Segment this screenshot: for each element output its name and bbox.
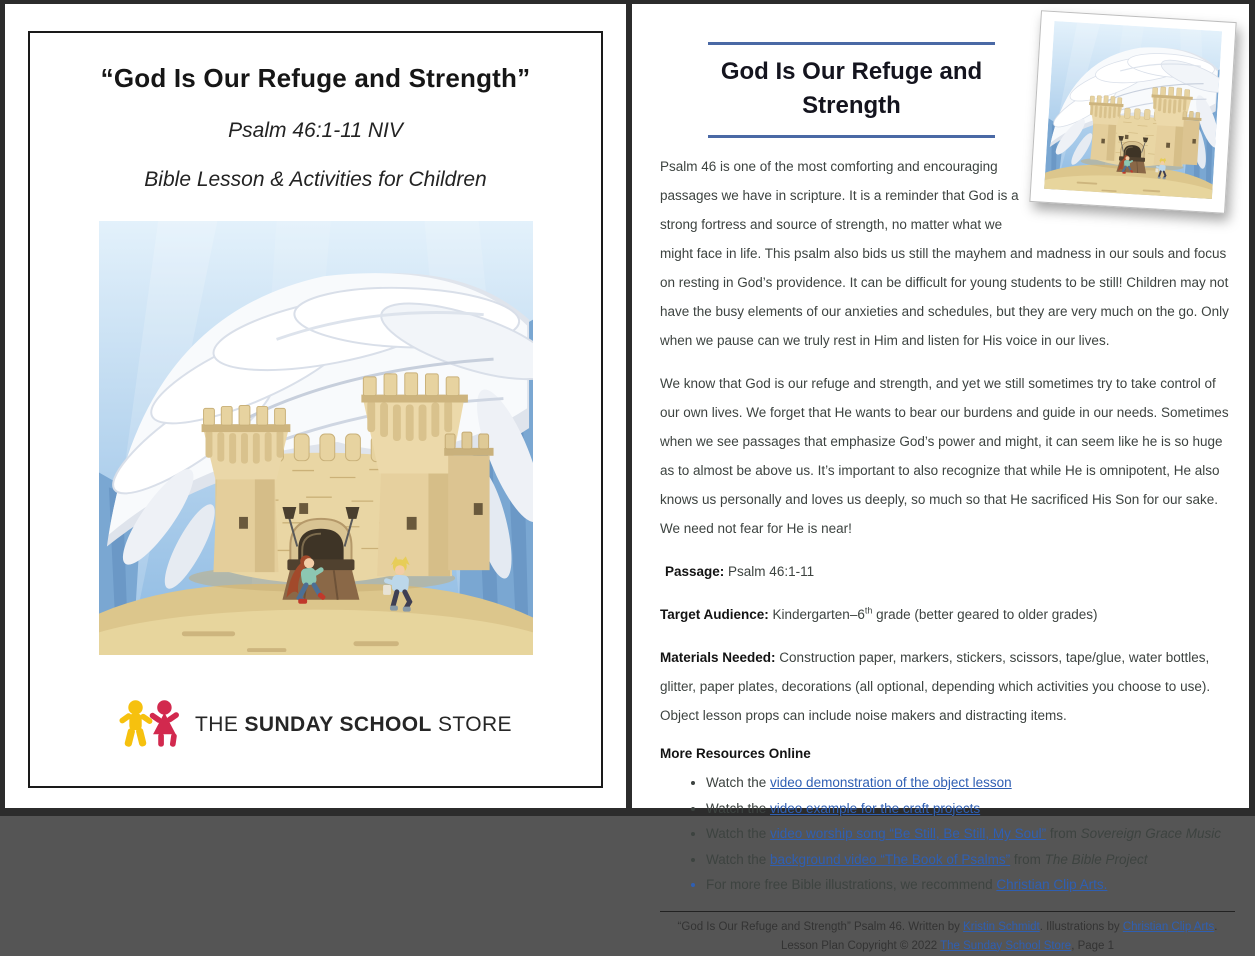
- bullet-text: For more free Bible illustrations, we recommend: [706, 877, 997, 892]
- winged-castle-illustration: [99, 219, 533, 657]
- footer-text: .: [1214, 920, 1218, 933]
- bullet-text: Watch the: [706, 800, 771, 816]
- lesson-page-body: [660, 4, 1235, 956]
- target-audience-line: [660, 600, 1235, 629]
- cover-subtitle-passage: Psalm 46:1-11 NIV: [228, 119, 403, 142]
- bullet-text: from: [1010, 851, 1045, 867]
- materials-line: [660, 643, 1235, 730]
- passage-line: [660, 557, 1235, 586]
- list-item: [706, 822, 1235, 846]
- resources-heading: More Resources Online: [660, 746, 811, 761]
- cover-page-border: [28, 31, 603, 788]
- target-audience-ordinal: th: [864, 605, 873, 616]
- footer-line-1: [660, 918, 1235, 937]
- target-audience-label: Target Audience:: [660, 607, 769, 622]
- publisher-logo: [30, 697, 601, 753]
- lesson-page: [632, 4, 1249, 952]
- lesson-title: God Is Our Refuge and Strength: [720, 58, 983, 119]
- footer-text: “God Is Our Refuge and Strength” Psalm 46. Written by: [677, 920, 964, 933]
- publisher-logo-text: [195, 713, 512, 737]
- passage-value: Psalm 46:1-11: [724, 564, 815, 579]
- logo-word-the: THE: [195, 713, 239, 736]
- bullet-text: from: [1046, 826, 1081, 841]
- author-link[interactable]: Kristin Schmidt: [963, 920, 1040, 933]
- worship-song-link[interactable]: video worship song “Be Still, Be Still, My Soul”: [770, 826, 1047, 841]
- winged-castle-thumbnail: [1029, 10, 1236, 214]
- bullet-italic: The Bible Project: [1044, 851, 1148, 867]
- target-audience-post: grade (better geared to older grades): [872, 607, 1098, 622]
- bullet-text: Watch the: [706, 775, 771, 790]
- lesson-paragraph-2: We know that God is our refuge and strength, and yet we still sometimes try to take control of our own lives. We forget that He wants to bear our burdens and guide in our needs. Sometimes when we see passages that emphasize God’s power and might, it can seem like he is so huge as to almost be above us. It’s important to also recognize that while He is omnipotent, He also knows us personally and loves us deeply, so much so that He sacrificed His Son for our sake. We need not fear for He is near!: [660, 376, 1229, 536]
- list-item: [706, 771, 1235, 795]
- object-lesson-video-link[interactable]: video demonstration of the object lesson: [770, 775, 1012, 790]
- logo-word-store: STORE: [437, 713, 512, 736]
- lesson-paragraph-1: Psalm 46 is one of the most comforting and encouraging passages we have in scripture. It is a reminder that God is a strong fortress and source of strength, no matter what we might face in life. This psalm also bids us still the mayhem and madness in our souls and focus on resting in God’s providence. It can be difficult for young students to be still! Children may not have the busy elements of our anxieties and schedules, but they are very much on the go. Only when we pause can we truly rest in Him and listen for His voice in our lives.: [660, 159, 1229, 348]
- store-link[interactable]: The Sunday School Store: [940, 939, 1072, 952]
- materials-value: Construction paper, markers, stickers, scissors, tape/glue, water bottles, glitter, paper plates, decorations (all optional, depending which activities you choose to use). Object lesson props can include noise makers and distracting items.: [660, 650, 1211, 723]
- passage-label: Passage:: [665, 564, 725, 579]
- footer-text: Lesson Plan Copyright © 2022: [780, 939, 941, 952]
- footer-text: , Page 1: [1071, 939, 1115, 952]
- bullet-text: Watch the: [706, 851, 771, 867]
- logo-word-brand: SUNDAY SCHOOL: [244, 713, 432, 736]
- cover-subtitle-description: Bible Lesson & Activities for Children: [144, 168, 487, 191]
- craft-video-link[interactable]: video example for the craft projects: [770, 800, 981, 816]
- materials-label: Materials Needed:: [660, 650, 776, 665]
- resources-list: [660, 771, 1235, 897]
- background-video-link[interactable]: background video “The Book of Psalms”: [770, 851, 1011, 867]
- bullet-italic: Sovereign Grace Music: [1080, 826, 1221, 841]
- footer-text: . Illustrations by: [1039, 920, 1123, 933]
- cover-title: “God Is Our Refuge and Strength”: [100, 63, 531, 93]
- list-item: [706, 797, 1235, 821]
- paper-doll-kids-icon: [119, 697, 183, 753]
- lesson-title-block: [708, 42, 995, 138]
- list-item: [706, 848, 1235, 872]
- bullet-text: Watch the: [706, 826, 771, 841]
- footer-line-2: [660, 937, 1235, 956]
- target-audience-pre: Kindergarten–6: [768, 607, 865, 622]
- cover-page: [5, 4, 626, 808]
- illustrator-link[interactable]: Christian Clip Arts: [1122, 920, 1215, 933]
- page-footer: [660, 911, 1235, 956]
- list-item: [706, 873, 1235, 897]
- christian-clip-arts-link[interactable]: Christian Clip Arts.: [996, 877, 1108, 892]
